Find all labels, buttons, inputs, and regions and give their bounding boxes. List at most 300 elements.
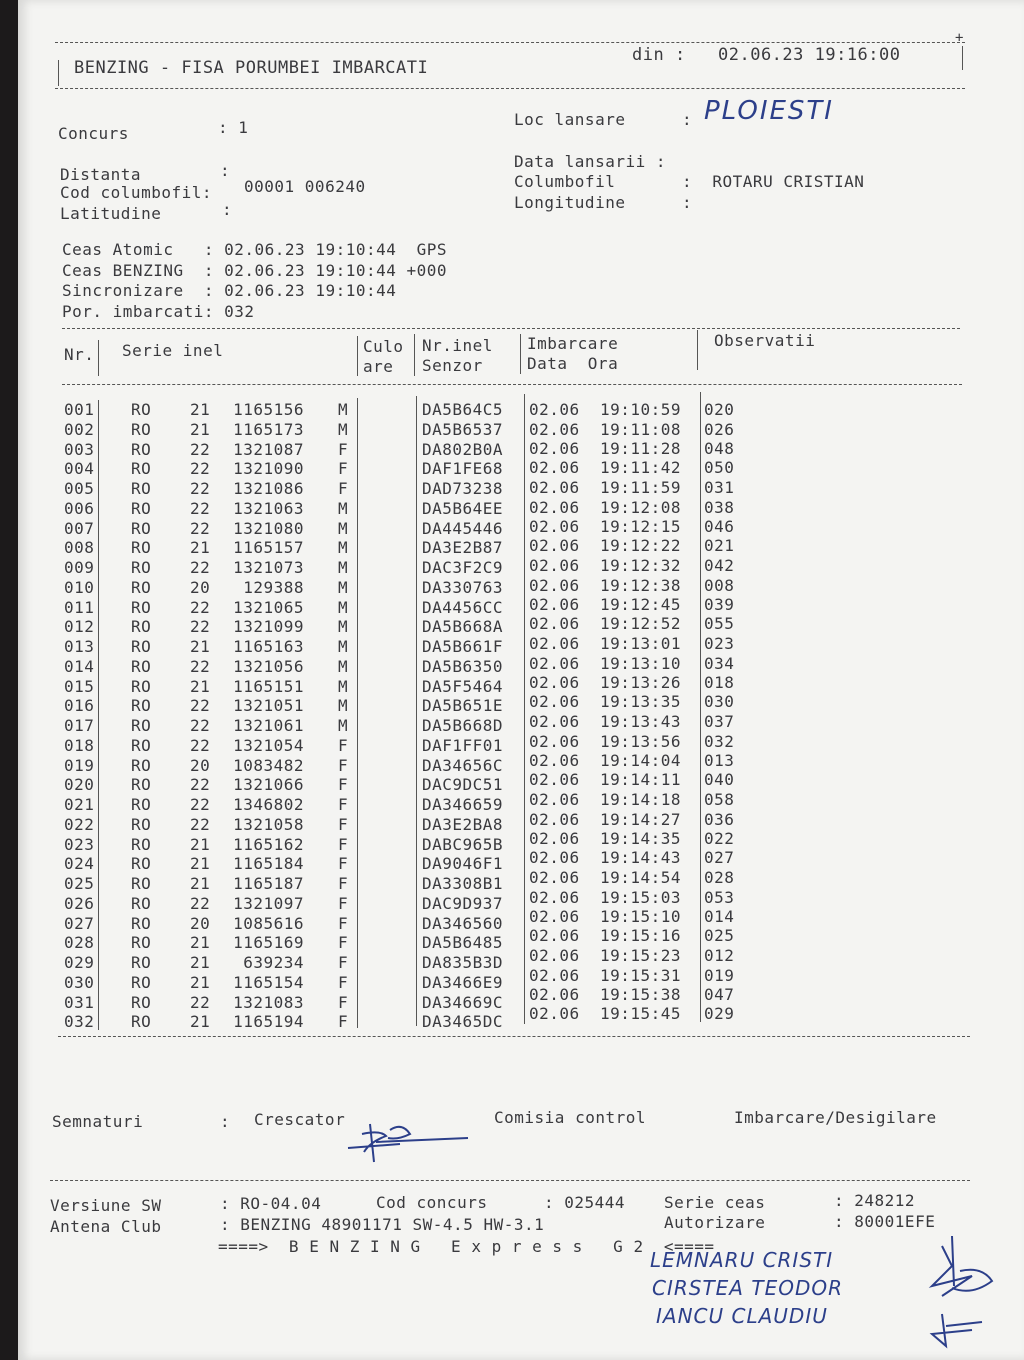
cell-nr: 029 [64, 953, 95, 972]
cell-data: 02.06 [529, 750, 580, 770]
cell-sex: F [338, 834, 349, 854]
cell-tara: RO [131, 439, 152, 459]
serie-ceas-label: Serie ceas [664, 1193, 766, 1212]
cell-an: 22 [190, 696, 211, 716]
cell-senzor: DA34656C [422, 755, 504, 775]
cell-an: 21 [190, 972, 211, 992]
table-row [0, 400, 1024, 419]
col-header-observatii: Observatii [714, 331, 816, 350]
cell-an: 22 [190, 893, 211, 913]
cell-senzor: DA4456CC [422, 597, 504, 617]
cell-obs: 026 [704, 419, 735, 439]
table-row [0, 692, 1024, 716]
cell-nr: 011 [64, 597, 95, 617]
cell-nr: 021 [64, 795, 95, 814]
col-header-serie: Serie inel [122, 341, 224, 360]
cod-concurs-label: Cod concurs [376, 1193, 488, 1212]
cell-nr: 003 [64, 439, 95, 459]
cell-inel: 1321058 [233, 814, 304, 834]
cell-ora: 19:11:28 [600, 438, 682, 458]
cell-an: 22 [190, 814, 211, 834]
cell-ora: 19:12:22 [600, 536, 682, 556]
cell-inel: 129388 [243, 577, 304, 597]
cell-senzor: DA346659 [422, 795, 504, 814]
cell-tara: RO [131, 795, 152, 814]
cell-an: 22 [190, 656, 211, 676]
cell-nr: 012 [64, 617, 95, 637]
cell-senzor: DA445446 [422, 518, 504, 538]
cell-inel: 1346802 [233, 795, 304, 814]
cell-obs: 037 [704, 712, 735, 731]
data-lansarii-label: Data lansarii : [514, 152, 666, 171]
cell-an: 22 [190, 459, 211, 479]
cell-sex: F [338, 479, 349, 498]
cell-nr: 015 [64, 676, 95, 696]
cell-obs: 018 [704, 672, 735, 692]
antena-value: : BENZING 48901171 SW-4.5 HW-3.1 [220, 1215, 545, 1234]
cell-nr: 019 [64, 755, 95, 775]
cell-an: 22 [190, 439, 211, 459]
cell-ora: 19:14:54 [600, 868, 682, 887]
cell-inel: 1321097 [233, 893, 304, 913]
semnaturi-label: Semnaturi [52, 1112, 144, 1131]
cell-senzor: DA330763 [422, 577, 504, 597]
cell-ora: 19:13:01 [600, 634, 682, 653]
cell-senzor: DA3466E9 [422, 972, 504, 992]
crescator-label: Crescator [254, 1110, 346, 1129]
cell-senzor: DAF1FE68 [422, 459, 504, 479]
cell-obs: 031 [704, 478, 735, 497]
cell-data: 02.06 [529, 712, 580, 731]
cell-data: 02.06 [529, 848, 580, 868]
cell-senzor: DA5F5464 [422, 676, 504, 696]
cell-an: 21 [190, 637, 211, 656]
cell-tara: RO [131, 518, 152, 538]
cell-obs: 048 [704, 438, 735, 458]
cell-tara: RO [131, 577, 152, 597]
table-row [0, 672, 1024, 696]
table-row [0, 906, 1024, 933]
cell-ora: 19:15:45 [600, 1004, 682, 1024]
cell-sex: F [338, 992, 349, 1012]
cell-nr: 030 [64, 972, 95, 992]
cell-data: 02.06 [529, 1004, 580, 1024]
cell-nr: 006 [64, 498, 95, 518]
cell-data: 02.06 [529, 926, 580, 946]
cell-sex: M [338, 637, 349, 656]
cell-ora: 19:14:43 [600, 848, 682, 868]
cell-senzor: DA3465DC [422, 1012, 504, 1032]
cell-sex: M [338, 577, 349, 597]
table-row [0, 594, 1024, 617]
table-row [0, 965, 1024, 992]
cell-nr: 005 [64, 479, 95, 498]
cell-sex: M [338, 676, 349, 696]
latitudine-label: Latitudine [60, 204, 162, 223]
table-header-rule [62, 384, 962, 385]
table-row [0, 868, 1024, 893]
cell-nr: 027 [64, 913, 95, 933]
cell-tara: RO [131, 716, 152, 735]
cell-data: 02.06 [529, 634, 580, 653]
cell-data: 02.06 [529, 965, 580, 985]
cell-obs: 034 [704, 653, 735, 673]
distanta-label: Distanta [60, 165, 142, 184]
cell-data: 02.06 [529, 770, 580, 790]
cell-data: 02.06 [529, 536, 580, 556]
col-sep-ora-head [697, 330, 698, 370]
cell-ora: 19:12:15 [600, 516, 682, 536]
loc-lansare-label: Loc lansare [514, 110, 626, 129]
cell-an: 21 [190, 953, 211, 972]
cell-obs: 025 [704, 926, 735, 946]
din-label: din : [632, 45, 686, 65]
cell-sex: M [338, 518, 349, 538]
cell-data: 02.06 [529, 594, 580, 614]
table-row [0, 848, 1024, 874]
cell-obs: 055 [704, 614, 735, 634]
cell-data: 02.06 [529, 984, 580, 1004]
cell-inel: 1165154 [233, 972, 304, 992]
cell-an: 22 [190, 597, 211, 617]
cell-tara: RO [131, 913, 152, 933]
cell-an: 21 [190, 933, 211, 953]
ceas-benzing: Ceas BENZING : 02.06.23 19:10:44 +000 [62, 261, 448, 280]
loc-lansare-value: PLOIESTI [704, 96, 834, 126]
cell-ora: 19:13:26 [600, 672, 682, 692]
cell-ora: 19:15:23 [600, 946, 682, 965]
table-row [0, 653, 1024, 676]
cell-data: 02.06 [529, 828, 580, 848]
cell-sex: F [338, 795, 349, 814]
cell-sex: M [338, 558, 349, 577]
autorizare-value: : 80001EFE [834, 1212, 936, 1231]
cell-obs: 032 [704, 731, 735, 751]
cell-sex: F [338, 874, 349, 893]
cell-senzor: DAD73238 [422, 479, 504, 498]
distanta-value: : [220, 161, 231, 180]
cell-nr: 032 [64, 1012, 95, 1032]
cell-sex: M [338, 538, 349, 558]
cell-obs: 042 [704, 556, 735, 575]
cell-nr: 025 [64, 874, 95, 893]
cell-senzor: DA5B668A [422, 617, 504, 637]
cell-data: 02.06 [529, 809, 580, 829]
cell-senzor: DA3E2BA8 [422, 814, 504, 834]
cell-ora: 19:14:18 [600, 790, 682, 809]
cell-ora: 19:12:08 [600, 497, 682, 517]
col-sep-senzor-head [520, 334, 521, 374]
cell-obs: 046 [704, 516, 735, 536]
cell-senzor: DA5B6537 [422, 419, 504, 439]
table-row [0, 828, 1024, 854]
cell-senzor: DA5B651E [422, 696, 504, 716]
cell-inel: 1321065 [233, 597, 304, 617]
table-row [0, 984, 1024, 1012]
cell-tara: RO [131, 637, 152, 656]
cell-senzor: DAF1FF01 [422, 735, 504, 755]
cell-obs: 053 [704, 887, 735, 907]
cell-sex: F [338, 439, 349, 459]
cell-tara: RO [131, 992, 152, 1012]
concurs-value: : 1 [218, 118, 249, 137]
cell-sex: M [338, 656, 349, 676]
col-header-data-ora: Data Ora [527, 354, 619, 373]
cell-inel: 1165184 [233, 854, 304, 874]
col-header-culo: Culo [363, 337, 404, 356]
header-corner-mark: + [955, 30, 964, 46]
cell-obs: 036 [704, 809, 735, 829]
cell-nr: 016 [64, 696, 95, 716]
cell-data: 02.06 [529, 438, 580, 458]
cell-an: 22 [190, 498, 211, 518]
table-row [0, 790, 1024, 814]
cell-an: 20 [190, 755, 211, 775]
cell-nr: 002 [64, 419, 95, 439]
table-row [0, 926, 1024, 953]
doc-title: BENZING - FISA PORUMBEI IMBARCATI [74, 58, 429, 78]
cell-inel: 1321056 [233, 656, 304, 676]
cell-inel: 1321051 [233, 696, 304, 716]
cell-tara: RO [131, 459, 152, 479]
cell-nr: 013 [64, 637, 95, 656]
cell-ora: 19:14:27 [600, 809, 682, 829]
cell-sex: F [338, 953, 349, 972]
concurs-label: Concurs [58, 124, 129, 143]
cell-inel: 1083482 [233, 755, 304, 775]
cell-inel: 639234 [243, 953, 304, 972]
table-row [0, 538, 1024, 557]
cell-nr: 020 [64, 775, 95, 795]
cell-an: 21 [190, 676, 211, 696]
table-row [0, 887, 1024, 913]
cell-tara: RO [131, 498, 152, 518]
col-header-imbarcare: Imbarcare [527, 334, 619, 353]
cell-ora: 19:11:59 [600, 478, 682, 497]
cell-sex: M [338, 617, 349, 637]
cell-an: 21 [190, 400, 211, 419]
cell-ora: 19:10:59 [600, 400, 682, 419]
cell-ora: 19:12:45 [600, 594, 682, 614]
cell-ora: 19:13:10 [600, 653, 682, 673]
commission-name-2: CIRSTEA TEODOR [652, 1276, 843, 1300]
cell-obs: 038 [704, 497, 735, 517]
table-row [0, 499, 1024, 518]
comisia-label: Comisia control [494, 1108, 646, 1127]
cell-sex: M [338, 498, 349, 518]
cod-columbofil-label: Cod columbofil: [60, 183, 212, 202]
cell-sex: F [338, 459, 349, 479]
cell-an: 22 [190, 735, 211, 755]
table-row [0, 479, 1024, 498]
cell-inel: 1165163 [233, 637, 304, 656]
cod-columbofil-value: 00001 006240 [244, 177, 366, 196]
table-row [0, 770, 1024, 795]
cell-an: 21 [190, 874, 211, 893]
cell-inel: 1321063 [233, 498, 304, 518]
table-row [0, 420, 1024, 439]
cell-nr: 008 [64, 538, 95, 558]
cell-senzor: DA34669C [422, 992, 504, 1012]
cell-tara: RO [131, 755, 152, 775]
cell-obs: 014 [704, 906, 735, 926]
cell-senzor: DA5B64EE [422, 498, 504, 518]
cell-senzor: DABC965B [422, 834, 504, 854]
col-sep-nr-head [98, 340, 99, 376]
cell-obs: 013 [704, 750, 735, 770]
table-row [0, 712, 1024, 735]
cell-sex: F [338, 972, 349, 992]
semnaturi-sep: : [220, 1112, 231, 1131]
cell-inel: 1165194 [233, 1012, 304, 1032]
cell-obs: 050 [704, 458, 735, 478]
cell-nr: 014 [64, 656, 95, 676]
cell-tara: RO [131, 1012, 152, 1032]
cell-sex: F [338, 913, 349, 933]
cell-inel: 1321061 [233, 716, 304, 735]
cell-senzor: DA5B6350 [422, 656, 504, 676]
cell-data: 02.06 [529, 946, 580, 965]
cell-inel: 1321073 [233, 558, 304, 577]
footer-top-rule [50, 1180, 970, 1181]
cell-an: 22 [190, 716, 211, 735]
cell-sex: M [338, 419, 349, 439]
loc-lansare-sep: : [682, 110, 693, 129]
cell-an: 21 [190, 419, 211, 439]
header-bottom-rule [55, 88, 965, 89]
cell-senzor: DA5B6485 [422, 933, 504, 953]
cell-senzor: DA802B0A [422, 439, 504, 459]
cell-nr: 031 [64, 992, 95, 1012]
cell-ora: 19:15:16 [600, 926, 682, 946]
cell-tara: RO [131, 419, 152, 439]
cell-tara: RO [131, 972, 152, 992]
cell-senzor: DAC3F2C9 [422, 558, 504, 577]
cell-senzor: DA5B668D [422, 716, 504, 735]
cell-nr: 001 [64, 400, 95, 419]
cell-obs: 019 [704, 965, 735, 985]
cell-an: 20 [190, 577, 211, 597]
cell-data: 02.06 [529, 653, 580, 673]
table-row [0, 516, 1024, 538]
longitudine-value: : [682, 193, 693, 212]
cell-tara: RO [131, 834, 152, 854]
cell-data: 02.06 [529, 497, 580, 517]
cell-obs: 029 [704, 1004, 735, 1024]
table-row [0, 634, 1024, 656]
cell-tara: RO [131, 558, 152, 577]
cell-senzor: DA3E2B87 [422, 538, 504, 558]
cell-data: 02.06 [529, 400, 580, 419]
cell-data: 02.06 [529, 458, 580, 478]
cell-senzor: DA346560 [422, 913, 504, 933]
cell-an: 22 [190, 775, 211, 795]
cell-ora: 19:13:56 [600, 731, 682, 751]
ceas-atomic: Ceas Atomic : 02.06.23 19:10:44 GPS [62, 240, 448, 259]
cell-tara: RO [131, 814, 152, 834]
cell-nr: 010 [64, 577, 95, 597]
cell-data: 02.06 [529, 906, 580, 926]
cell-an: 21 [190, 854, 211, 874]
cell-an: 22 [190, 992, 211, 1012]
cell-obs: 047 [704, 984, 735, 1004]
col-header-nr: Nr. [64, 345, 95, 364]
cell-inel: 1321087 [233, 439, 304, 459]
cell-an: 21 [190, 538, 211, 558]
cell-tara: RO [131, 893, 152, 913]
cell-ora: 19:14:35 [600, 828, 682, 848]
cell-data: 02.06 [529, 478, 580, 497]
autorizare-label: Autorizare [664, 1213, 766, 1232]
cell-ora: 19:14:11 [600, 770, 682, 790]
sincronizare: Sincronizare : 02.06.23 19:10:44 [62, 281, 397, 300]
cell-tara: RO [131, 400, 152, 419]
table-row [0, 440, 1024, 459]
cell-inel: 1165151 [233, 676, 304, 696]
cell-tara: RO [131, 953, 152, 972]
table-bottom-rule [58, 1036, 970, 1037]
cell-tara: RO [131, 479, 152, 498]
table-row [0, 575, 1024, 597]
col-header-are: are [363, 357, 394, 376]
commission-name-1: LEMNARU CRISTI [650, 1248, 834, 1272]
cell-senzor: DAC9DC51 [422, 775, 504, 795]
table-row [0, 614, 1024, 637]
cell-nr: 018 [64, 735, 95, 755]
cell-inel: 1321083 [233, 992, 304, 1012]
cell-tara: RO [131, 617, 152, 637]
cell-obs: 028 [704, 868, 735, 887]
header-left-border [58, 60, 59, 86]
cell-nr: 023 [64, 834, 95, 854]
porumbei-imbarcati: Por. imbarcati: 032 [62, 302, 255, 321]
cell-inel: 1165173 [233, 419, 304, 439]
cod-concurs-value: : 025444 [544, 1193, 626, 1212]
versiune-value: : RO-04.04 [220, 1194, 322, 1213]
cell-inel: 1321090 [233, 459, 304, 479]
cell-data: 02.06 [529, 692, 580, 712]
table-row [0, 809, 1024, 834]
cell-data: 02.06 [529, 614, 580, 634]
cell-inel: 1321086 [233, 479, 304, 498]
cell-an: 21 [190, 1012, 211, 1032]
cell-sex: M [338, 597, 349, 617]
cell-inel: 1165156 [233, 400, 304, 419]
cell-ora: 19:15:31 [600, 965, 682, 985]
cell-an: 22 [190, 479, 211, 498]
serie-ceas-value: : 248212 [834, 1191, 916, 1210]
cell-inel: 1165187 [233, 874, 304, 893]
antena-label: Antena Club [50, 1217, 162, 1236]
cell-nr: 004 [64, 459, 95, 479]
cell-obs: 058 [704, 790, 735, 809]
table-row [0, 558, 1024, 577]
cell-data: 02.06 [529, 672, 580, 692]
imbarcare-label: Imbarcare/Desigilare [734, 1108, 937, 1127]
cell-inel: 1165169 [233, 933, 304, 953]
latitudine-value: : [222, 200, 233, 219]
cell-data: 02.06 [529, 887, 580, 907]
cell-inel: 1165162 [233, 834, 304, 854]
cell-obs: 027 [704, 848, 735, 868]
cell-ora: 19:14:04 [600, 750, 682, 770]
cell-inel: 1085616 [233, 913, 304, 933]
cell-ora: 19:15:03 [600, 887, 682, 907]
cell-data: 02.06 [529, 731, 580, 751]
cell-inel: 1321080 [233, 518, 304, 538]
cell-senzor: DA9046F1 [422, 854, 504, 874]
table-top-rule [62, 328, 960, 329]
